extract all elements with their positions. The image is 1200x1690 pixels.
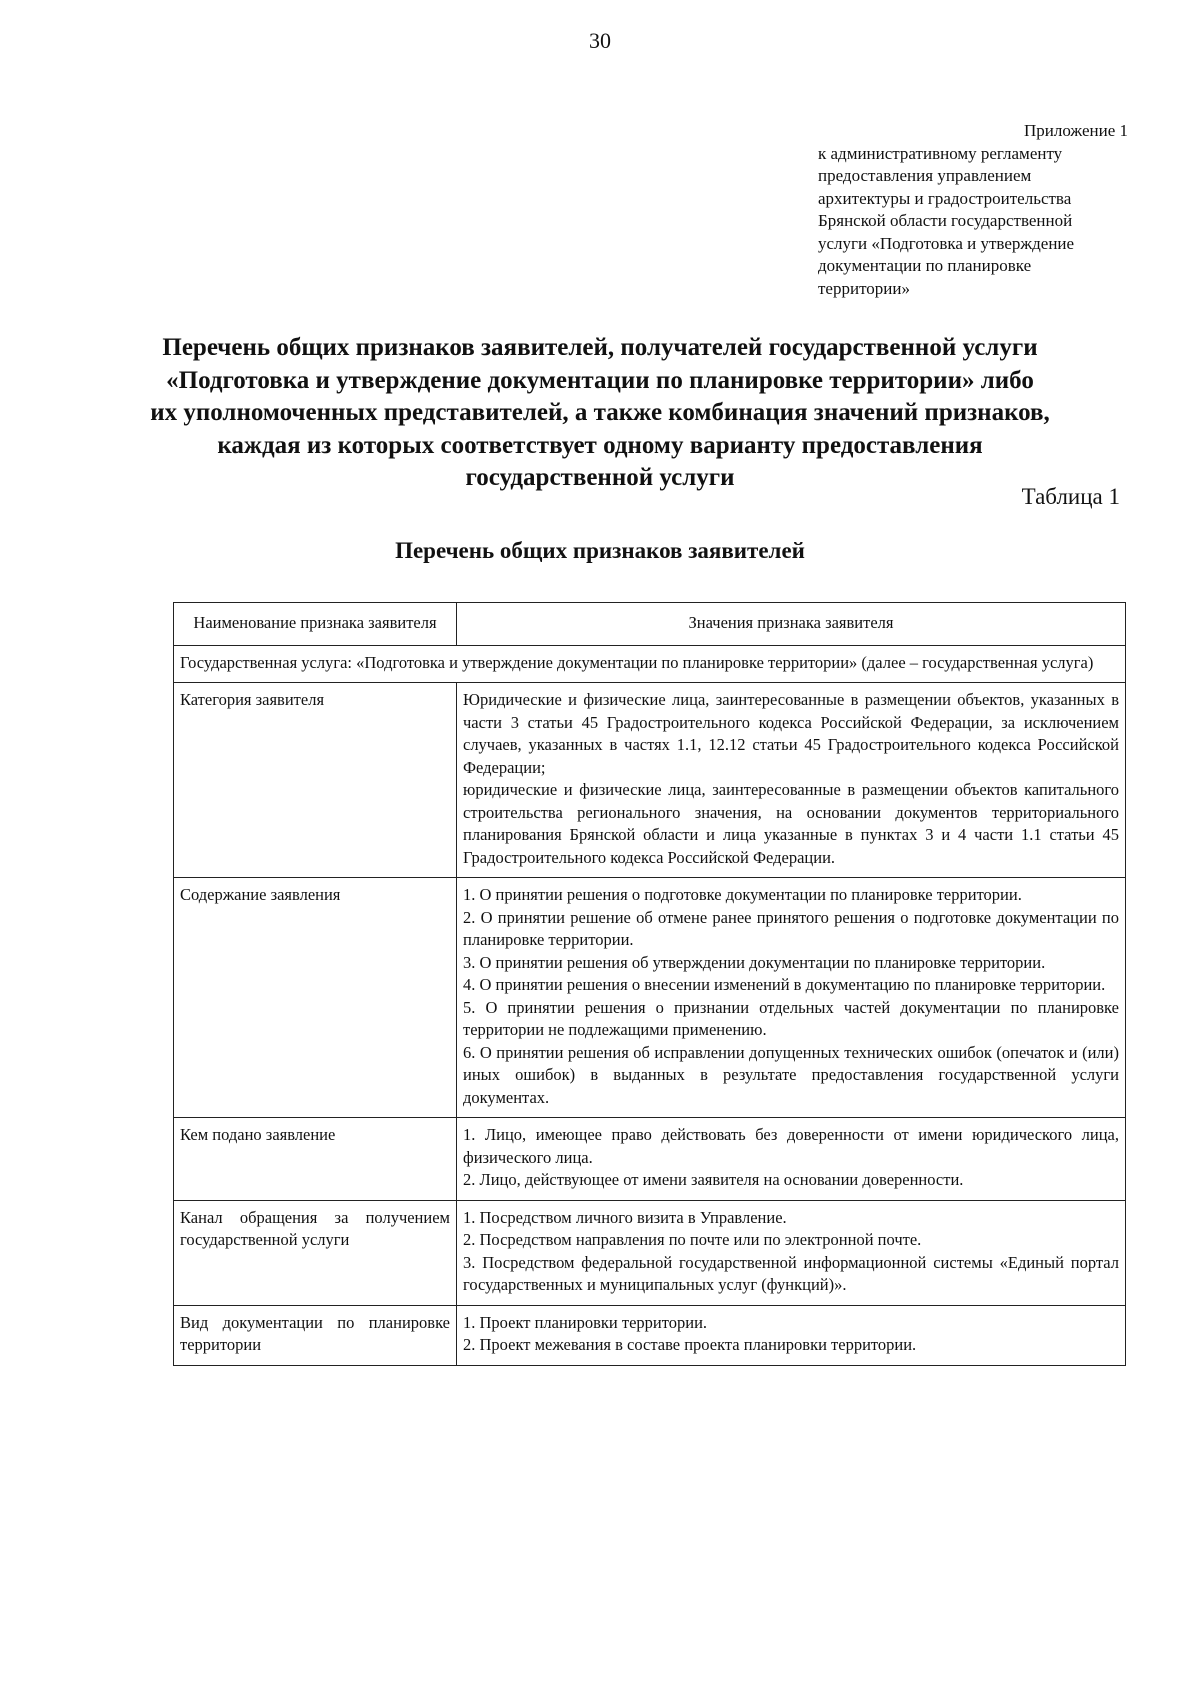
appendix-line: архитектуры и градостроительства	[818, 188, 1072, 208]
value-item: 5. О принятии решения о признании отдельных частей документации по планировке территории не подлежащими применению.	[463, 997, 1119, 1039]
value-item: 4. О принятии решения о внесении изменений в документацию по планировке территории.	[463, 975, 1106, 994]
table-row	[174, 683, 1126, 878]
sign-name-cell: Кем подано заявление	[174, 1118, 457, 1201]
table-label: Таблица 1	[1021, 484, 1120, 509]
value-item: 6. О принятии решения об исправлении допущенных технических ошибок (опечаток и (или) иных ошибок) в выданных в результате предоставления государственной услуги документах.	[463, 1042, 1119, 1107]
appendix-line: к административному регламенту	[818, 143, 1063, 163]
column-header-sign-name: Наименование признака заявителя	[174, 603, 457, 646]
service-row	[174, 645, 1126, 683]
appendix-line: услуги «Подготовка и утверждение	[818, 233, 1075, 253]
sign-name-cell: Вид документации по планировке территории	[174, 1305, 457, 1365]
value-item: Юридические и физические лица, заинтересованные в размещении объектов, указанных в части 3 статьи 45 Градостроительного кодекса Российской Федерации, за исключением случаев, указанных в частях 1.1, 12.12 статьи 45 Градостроительного кодекса Российской Федерации;	[463, 690, 1119, 777]
value-item: 3. Посредством федеральной государственной информационной системы «Единый портал государственных и муниципальных услуг (функций)».	[463, 1252, 1119, 1294]
appendix-line: территории»	[818, 278, 910, 298]
sign-values-cell	[457, 878, 1126, 1118]
table-row	[174, 1200, 1126, 1305]
document-title: Перечень общих признаков заявителей, получателей государственной услуги «Подготовка и утверждение документации по планировке территории» либо их уполномоченных представителей, а также комбинация значений признаков, каждая из которых соответствует одному варианту предоставления государственной услуги	[150, 334, 1050, 491]
column-header-sign-values: Значения признака заявителя	[457, 603, 1126, 646]
service-cell: Государственная услуга: «Подготовка и утверждение документации по планировке территории» (далее – государственная услуга)	[174, 645, 1126, 683]
appendix-title: Приложение 1	[1024, 121, 1128, 140]
table-header-row	[174, 603, 1126, 646]
sign-values-cell	[457, 1200, 1126, 1305]
appendix-block	[818, 120, 1128, 300]
table-row	[174, 878, 1126, 1118]
sign-values-cell	[457, 1118, 1126, 1201]
value-item: юридические и физические лица, заинтересованные в размещении объектов капитального строительства регионального значения, на основании документов территориального планирования Брянской области и лица указанные в пунктах 3 и 4 части 1.1 статьи 45 Градостроительного кодекса Российской Федерации.	[463, 780, 1119, 867]
value-item: 2. Посредством направления по почте или по электронной почте.	[463, 1230, 922, 1249]
applicant-signs-table	[173, 602, 1126, 1366]
value-item: 1. Посредством личного визита в Управление.	[463, 1207, 787, 1227]
sign-name-cell: Канал обращения за получением государственной услуги	[174, 1200, 457, 1305]
value-item: 2. Лицо, действующее от имени заявителя на основании доверенности.	[463, 1170, 964, 1189]
sign-name-cell: Содержание заявления	[174, 878, 457, 1118]
value-item: 1. Лицо, имеющее право действовать без доверенности от имени юридического лица, физического лица.	[463, 1125, 1119, 1167]
page-number: 30	[589, 28, 611, 53]
value-item: 2. Проект межевания в составе проекта планировки территории.	[463, 1335, 917, 1354]
value-item: 1. Проект планировки территории.	[463, 1312, 708, 1332]
value-item: 1. О принятии решения о подготовке документации по планировке территории.	[463, 885, 1022, 904]
table-title: Перечень общих признаков заявителей	[395, 538, 805, 563]
appendix-line: документации по планировке	[818, 256, 1032, 275]
appendix-line: Брянской области государственной	[818, 211, 1073, 230]
sign-values-cell	[457, 1305, 1126, 1365]
appendix-line: предоставления управлением	[818, 166, 1032, 185]
value-item: 2. О принятии решение об отмене ранее принятого решения о подготовке документации по планировке территории.	[463, 907, 1119, 949]
table-row	[174, 1305, 1126, 1365]
sign-name-cell: Категория заявителя	[174, 683, 457, 878]
value-item: 3. О принятии решения об утверждении документации по планировке территории.	[463, 952, 1046, 972]
table-row	[174, 1118, 1126, 1201]
sign-values-cell	[457, 683, 1126, 878]
